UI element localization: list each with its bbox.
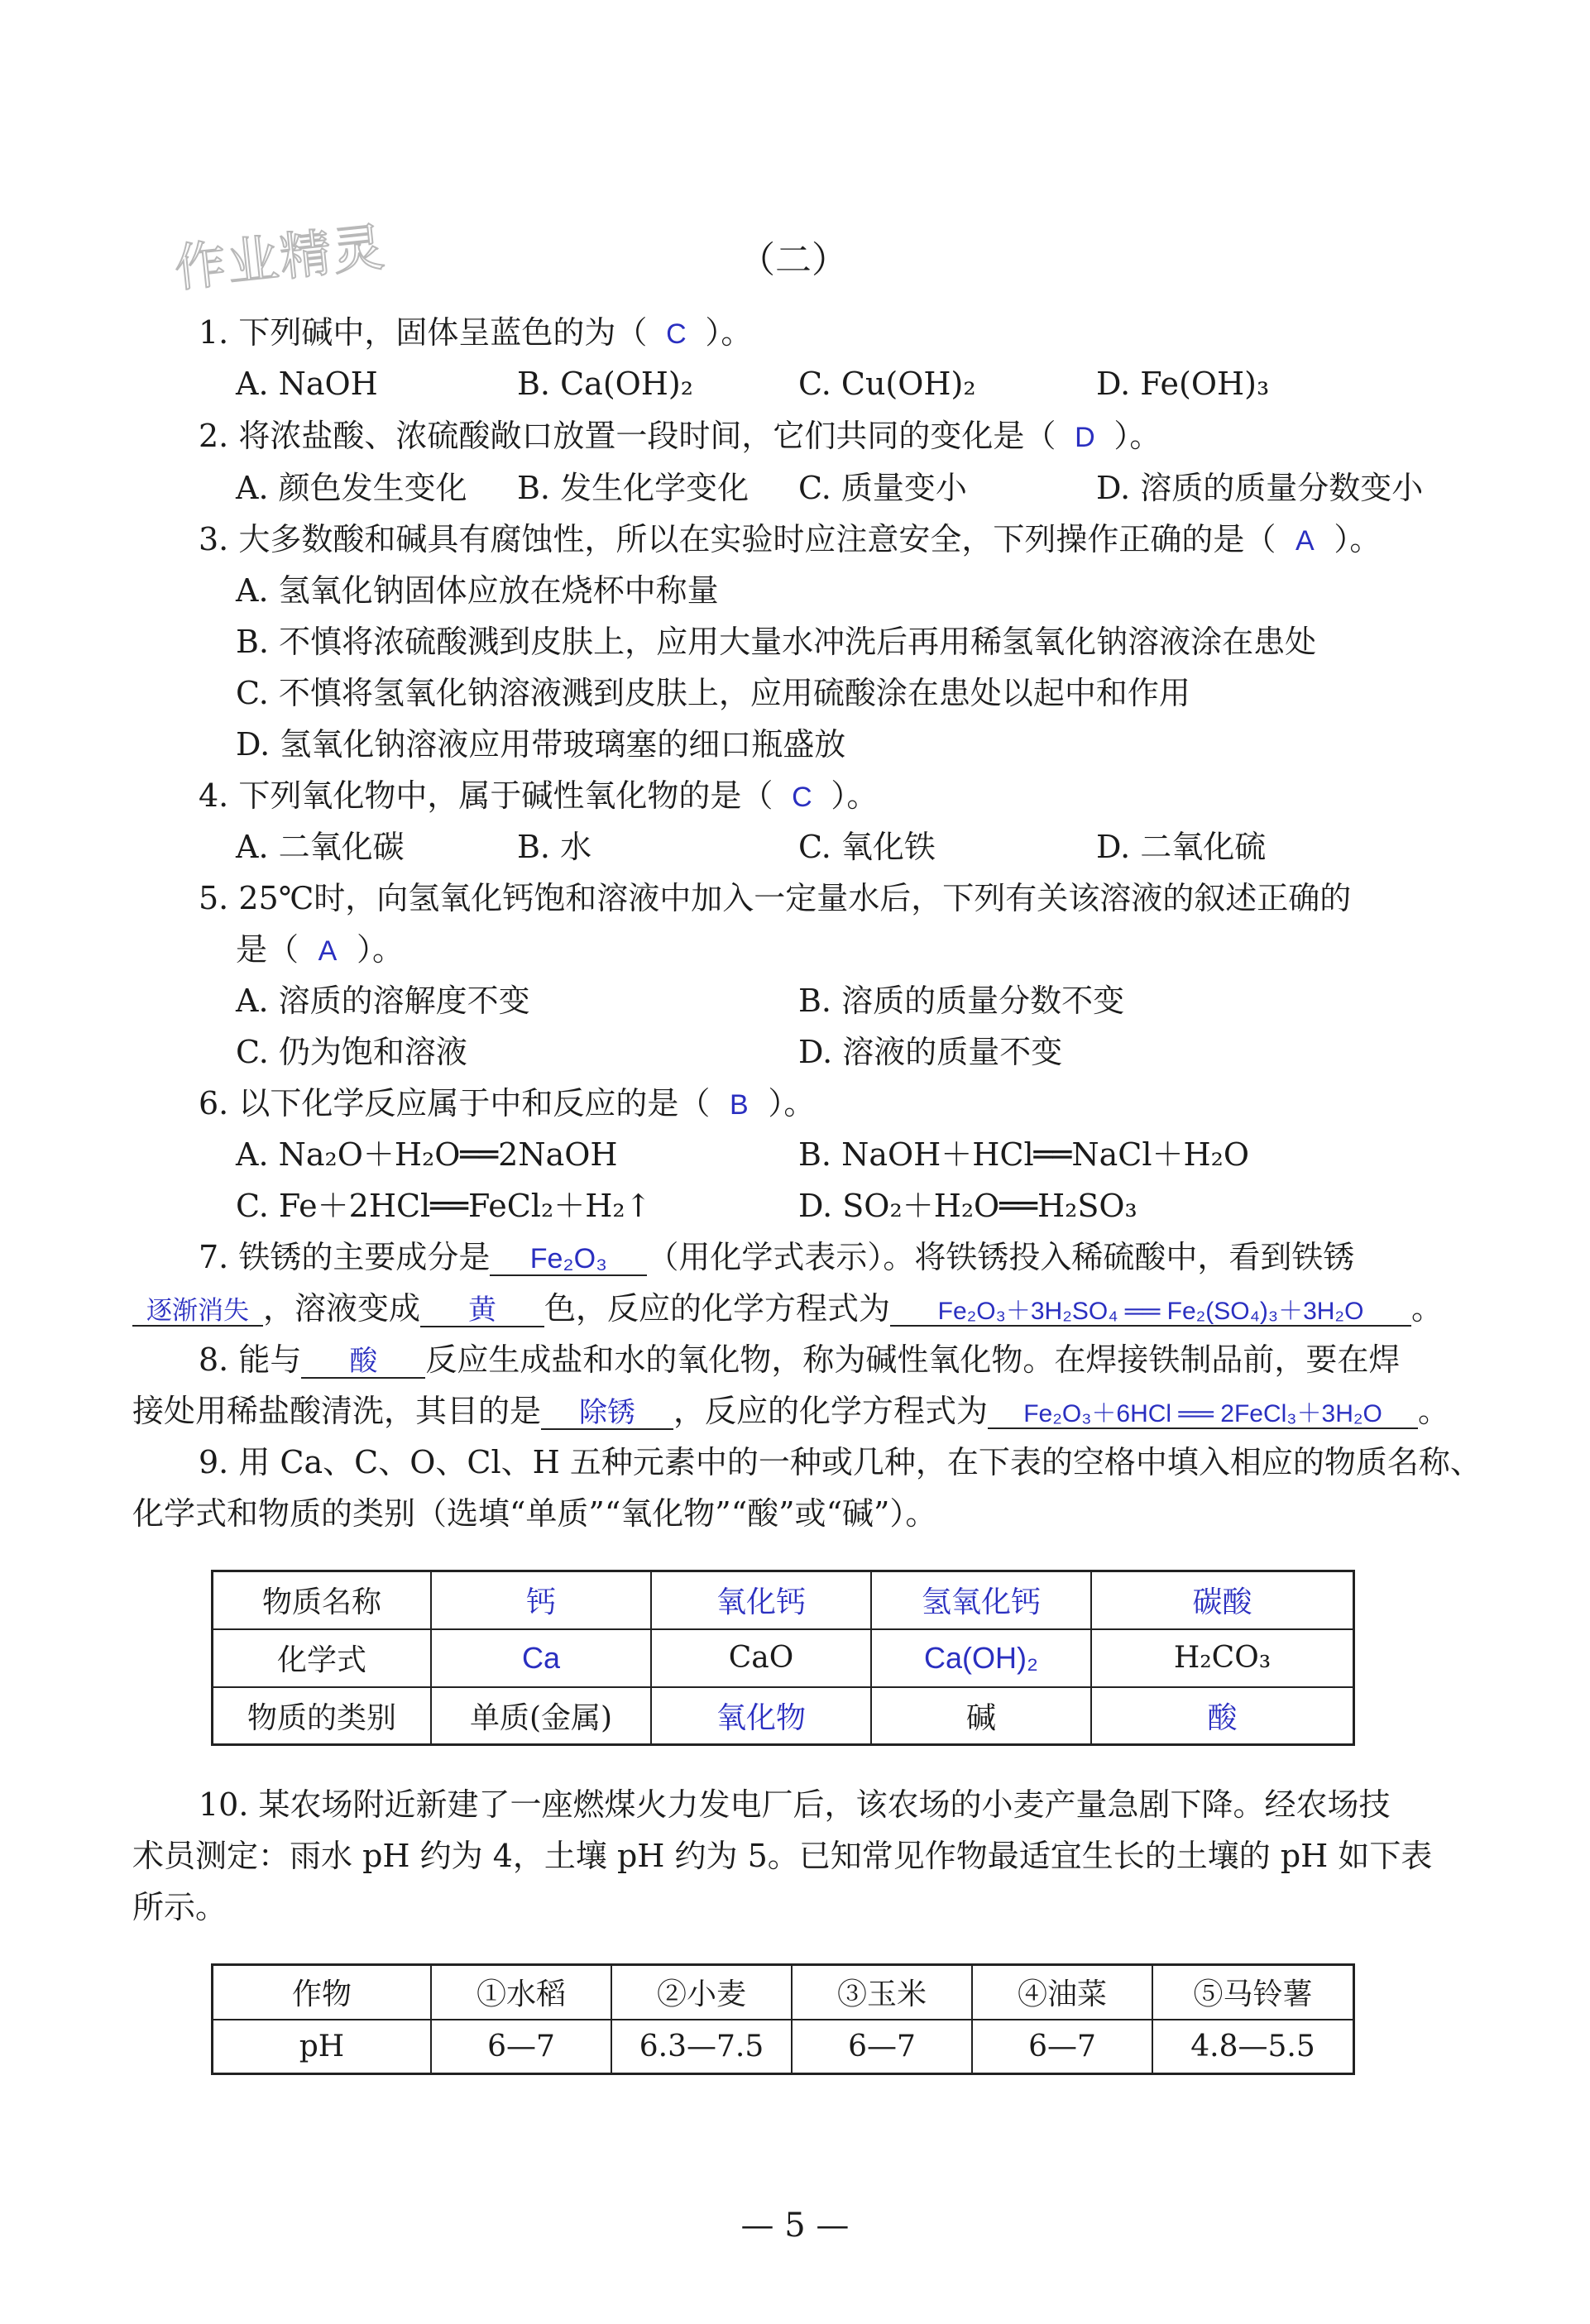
table-cell: 6—7 [792, 2020, 972, 2074]
section-title: （二） [739, 239, 848, 281]
q6-answer: B [730, 1089, 749, 1121]
table-cell: H₂CO₃ [1091, 1629, 1354, 1687]
q6-option-d: D. SO₂＋H₂O══H₂SO₃ [798, 1188, 1137, 1224]
q6-option-a: A. Na₂O＋H₂O══2NaOH [236, 1136, 618, 1173]
table-cell: 碱 [871, 1687, 1091, 1745]
q5-option-b: B. 溶质的质量分数不变 [798, 983, 1125, 1019]
q1-option-a: A. NaOH [236, 366, 378, 402]
table-cell: 氢氧化钙 [871, 1571, 1091, 1629]
q4-option-d: D. 二氧化硫 [1096, 829, 1267, 865]
q4-stem: 4. 下列氧化物中，属于碱性氧化物的是（ C ）。 [199, 777, 879, 814]
q8-line2: 接处用稀盐酸清洗，其目的是 除锈 ，反应的化学方程式为 Fe₂O₃＋6HCl ══ 2FeCl₃＋3H₂O 。 [132, 1393, 1450, 1429]
q8-line1: 8. 能与 酸 反应生成盐和水的氧化物，称为碱性氧化物。在焊接铁制品前，要在焊 [199, 1341, 1401, 1378]
table-cell: CaO [651, 1629, 871, 1687]
q3-stem: 3. 大多数酸和碱具有腐蚀性，所以在实验时应注意安全，下列操作正确的是（ A ）。 [199, 521, 1382, 557]
watermark-logo: 作业精灵 [171, 216, 389, 299]
q5-option-a: A. 溶质的溶解度不变 [236, 983, 530, 1019]
table-cell: 氧化物 [651, 1687, 871, 1745]
q3-option-d: D. 氢氧化钠溶液应用带玻璃塞的细口瓶盛放 [236, 726, 846, 763]
q2-stem: 2. 将浓盐酸、浓硫酸敞口放置一段时间，它们共同的变化是（ D ）。 [199, 418, 1161, 454]
table-cell: 碳酸 [1091, 1571, 1354, 1629]
table-header-cell: ④油菜 [972, 1965, 1152, 2020]
q6-option-b: B. NaOH＋HCl══NaCl＋H₂O [798, 1136, 1250, 1173]
q6-stem: 6. 以下化学反应属于中和反应的是（ B ）。 [199, 1085, 816, 1121]
q1-answer: C [666, 318, 687, 350]
q7-blank-2: 逐渐消失 [132, 1297, 263, 1327]
table-cell: 4.8—5.5 [1152, 2020, 1354, 2074]
table-row [213, 2020, 1354, 2074]
q5-option-c: C. 仍为饱和溶液 [236, 1034, 467, 1070]
table-header-cell: ⑤马铃薯 [1152, 1965, 1354, 2020]
table-cell: 钙 [431, 1571, 651, 1629]
q9-line2: 化学式和物质的类别（选填“单质”“氧化物”“酸”或“碱”）。 [132, 1495, 937, 1532]
q5-answer: A [318, 935, 338, 967]
substance-table [211, 1570, 1355, 1746]
q7-line2: 逐渐消失 ，溶液变成 黄 色，反应的化学方程式为 Fe₂O₃＋3H₂SO₄ ══ Fe₂(SO₄)₃＋3H₂O 。 [132, 1290, 1443, 1328]
row-label: 物质名称 [213, 1571, 432, 1629]
q4-option-b: B. 水 [517, 829, 592, 865]
q1-stem: 1. 下列碱中，固体呈蓝色的为（ C ）。 [199, 314, 753, 351]
q8-blank-1: 酸 [301, 1346, 425, 1379]
table-header-cell: 作物 [213, 1965, 432, 2020]
q7-blank-3: 黄 [420, 1295, 544, 1327]
q5-option-d: D. 溶液的质量不变 [798, 1034, 1063, 1070]
table-cell: Ca [431, 1629, 651, 1687]
q8-blank-2: 除锈 [541, 1398, 673, 1430]
table-header-cell: ①水稻 [431, 1965, 611, 2020]
table-row [213, 1629, 1354, 1687]
q3-option-c: C. 不慎将氢氧化钠溶液溅到皮肤上，应用硫酸涂在患处以起中和作用 [236, 675, 1190, 711]
q8-blank-3: Fe₂O₃＋6HCl ══ 2FeCl₃＋3H₂O [988, 1400, 1418, 1429]
q4-option-c: C. 氧化铁 [798, 829, 936, 865]
row-label: 物质的类别 [213, 1687, 432, 1745]
table-cell: 6.3—7.5 [611, 2020, 792, 2074]
q2-option-a: A. 颜色发生变化 [236, 470, 467, 506]
q2-option-c: C. 质量变小 [798, 470, 967, 506]
q7-line1: 7. 铁锈的主要成分是 Fe₂O₃ （用化学式表示）。将铁锈投入稀硫酸中，看到铁锈 [199, 1239, 1355, 1275]
q10-line2: 术员测定：雨水 pH 约为 4，土壤 pH 约为 5。已知常见作物最适宜生长的土壤的 pH 如下表 [132, 1838, 1433, 1874]
q3-option-a: A. 氢氧化钠固体应放在烧杯中称量 [236, 572, 719, 609]
table-header-cell: ②小麦 [611, 1965, 792, 2020]
q7-blank-1: Fe₂O₃ [490, 1244, 647, 1276]
q2-option-d: D. 溶质的质量分数变小 [1096, 470, 1424, 506]
table-row [213, 1965, 1354, 2020]
crop-ph-table [211, 1963, 1355, 2075]
q9-line1: 9. 用 Ca、C、O、Cl、H 五种元素中的一种或几种，在下表的空格中填入相应的物质名称、 [199, 1444, 1482, 1480]
q4-option-a: A. 二氧化碳 [236, 829, 405, 865]
table-cell: 6—7 [972, 2020, 1152, 2074]
q4-answer: C [792, 782, 812, 813]
q3-option-b: B. 不慎将浓硫酸溅到皮肤上，应用大量水冲洗后再用稀氢氧化钠溶液涂在患处 [236, 624, 1317, 660]
q5-stem: 5. 25℃时，向氢氧化钙饱和溶液中加入一定量水后，下列有关该溶液的叙述正确的 [199, 880, 1352, 916]
table-cell: pH [213, 2020, 432, 2074]
q1-option-c: C. Cu(OH)₂ [798, 366, 976, 402]
q5-stem-cont: 是（ A ）。 [236, 931, 405, 968]
q7-blank-4: Fe₂O₃＋3H₂SO₄ ══ Fe₂(SO₄)₃＋3H₂O [890, 1298, 1411, 1327]
q1-option-d: D. Fe(OH)₃ [1096, 366, 1270, 402]
row-label: 化学式 [213, 1629, 432, 1687]
table-cell: 单质(金属) [431, 1687, 651, 1745]
q1-option-b: B. Ca(OH)₂ [517, 366, 693, 402]
table-cell: 氧化钙 [651, 1571, 871, 1629]
table-header-cell: ③玉米 [792, 1965, 972, 2020]
q10-line3: 所示。 [132, 1889, 227, 1925]
q6-option-c: C. Fe＋2HCl══FeCl₂＋H₂↑ [236, 1188, 652, 1224]
q2-answer: D [1075, 422, 1095, 453]
table-cell: Ca(OH)₂ [871, 1629, 1091, 1687]
q10-line1: 10. 某农场附近新建了一座燃煤火力发电厂后，该农场的小麦产量急剧下降。经农场技 [199, 1786, 1391, 1823]
table-row [213, 1571, 1354, 1629]
q2-option-b: B. 发生化学变化 [517, 470, 750, 506]
table-cell: 酸 [1091, 1687, 1354, 1745]
table-row [213, 1687, 1354, 1745]
page-number: — 5 — [740, 2207, 850, 2245]
q3-answer: A [1295, 525, 1315, 557]
table-cell: 6—7 [431, 2020, 611, 2074]
